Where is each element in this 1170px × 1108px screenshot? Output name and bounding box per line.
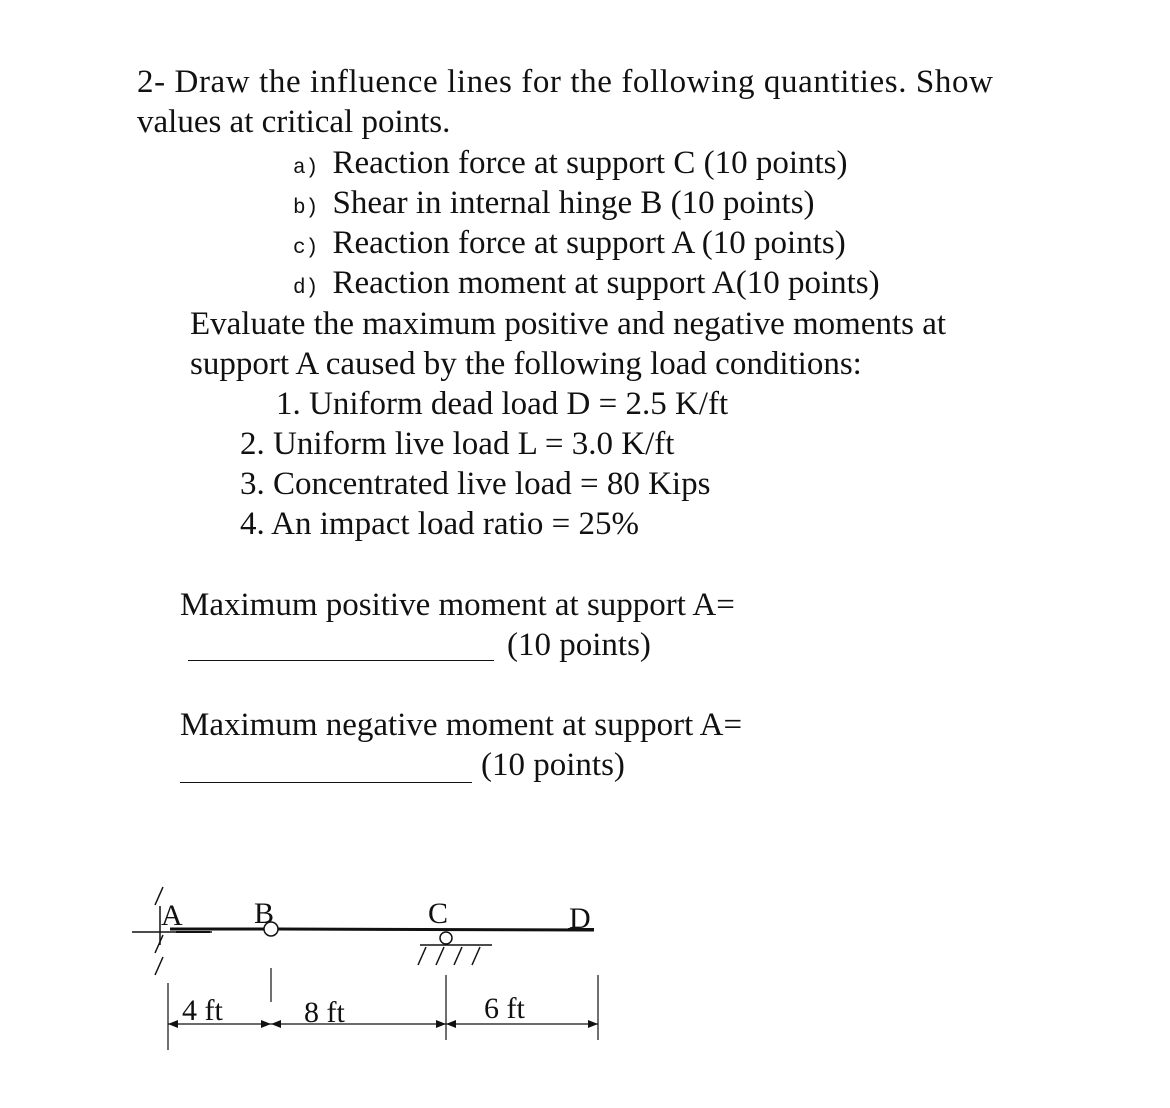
point-label-c: C: [428, 897, 449, 930]
point-label-b: B: [254, 897, 275, 930]
load-item-2: 2. Uniform live load L = 3.0 K/ft: [240, 426, 675, 462]
evaluate-line1: Evaluate the maximum positive and negative moments at: [190, 306, 947, 342]
load-item-4: 4. An impact load ratio = 25%: [240, 506, 639, 542]
fixed-support-hatch: [155, 957, 163, 975]
max-negative-label: Maximum negative moment at support A=: [180, 707, 743, 743]
part-d-text: Reaction moment at support A(10 points): [332, 265, 880, 301]
max-positive-label: Maximum positive moment at support A=: [180, 587, 735, 623]
max-negative-points: (10 points): [481, 747, 625, 783]
point-label-d: D: [569, 902, 591, 935]
question-intro-line1: 2- Draw the influence lines for the following quantities. Show: [137, 64, 994, 100]
arrowhead-c-right: [446, 1020, 456, 1028]
part-b-marker: b): [293, 197, 319, 220]
part-c-text: Reaction force at support A (10 points): [332, 225, 846, 261]
arrowhead-b-right: [271, 1020, 281, 1028]
part-c-marker: c): [293, 237, 319, 260]
arrowhead-a: [168, 1020, 178, 1028]
load-item-3: 3. Concentrated live load = 80 Kips: [240, 466, 711, 502]
dimension-bc: 8 ft: [304, 996, 345, 1029]
roller-ground-hatch: [472, 947, 480, 965]
part-a-marker: a): [293, 157, 319, 180]
max-positive-points: (10 points): [507, 627, 651, 663]
roller-ground-hatch: [454, 947, 462, 965]
question-intro-line2: values at critical points.: [137, 104, 451, 140]
arrowhead-d: [588, 1020, 598, 1028]
part-a-text: Reaction force at support C (10 points): [332, 145, 848, 181]
part-b-text: Shear in internal hinge B (10 points): [332, 185, 815, 221]
dimension-ab: 4 ft: [182, 994, 223, 1027]
roller-ground-hatch: [418, 947, 426, 965]
fixed-support-hatch: [155, 935, 163, 953]
roller-ground-hatch: [436, 947, 444, 965]
arrowhead-c-left: [436, 1020, 446, 1028]
point-label-a: A: [161, 899, 183, 932]
evaluate-line2: support A caused by the following load conditions:: [190, 346, 862, 382]
roller-support-c: [440, 932, 452, 944]
arrowhead-b-left: [261, 1020, 271, 1028]
dimension-cd: 6 ft: [484, 992, 525, 1025]
part-d-marker: d): [293, 277, 319, 300]
load-item-1: 1. Uniform dead load D = 2.5 K/ft: [276, 386, 729, 422]
